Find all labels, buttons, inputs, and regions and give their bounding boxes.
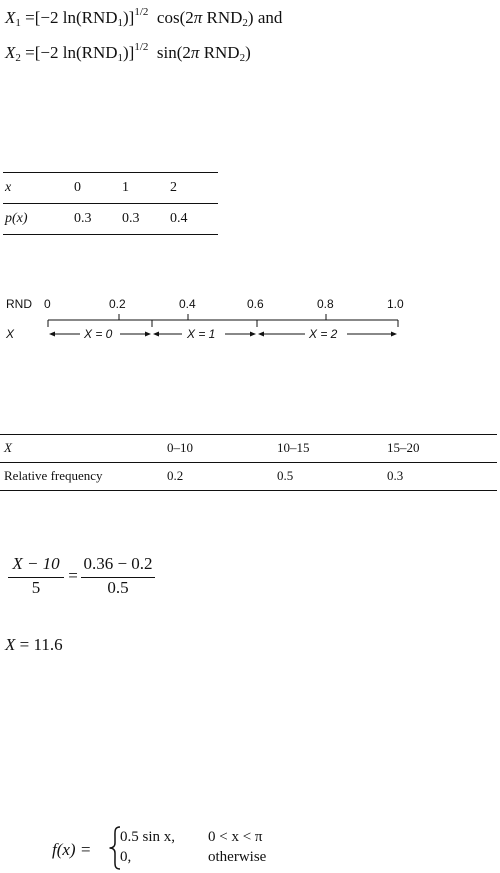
- prob-header-0: 0: [74, 180, 81, 195]
- tick-label-0-8: 0.8: [317, 297, 334, 311]
- segment-label-x0: X = 0: [84, 327, 113, 341]
- segment-label-x1: X = 1: [187, 327, 216, 341]
- prob-header-1: 1: [122, 180, 129, 195]
- interp-right-denominator: 0.5: [107, 578, 129, 597]
- number-line-axis: [0, 0, 500, 360]
- result-equation: [5, 635, 63, 655]
- tick-label-1-0: 1.0: [387, 297, 404, 311]
- prob-label-px: p(x): [5, 211, 28, 226]
- equation-x2: $X_2 =[-2$ $\ln(RND_1)]^{1/2}$ sin(2π $RND_2$): [5, 41, 251, 64]
- freq-table-top-rule: [0, 434, 497, 435]
- freq-header-15-20: 15–20: [387, 440, 420, 455]
- freq-value-15-20: 0.3: [387, 468, 404, 483]
- interp-right-numerator: 0.36 − 0.2: [83, 554, 153, 573]
- number-line-x-label: X: [6, 327, 15, 341]
- tick-label-0: 0: [44, 297, 51, 311]
- freq-header-0-10: 0–10: [167, 440, 193, 455]
- freq-header-10-15: 10–15: [277, 440, 310, 455]
- prob-header-2: 2: [170, 180, 177, 195]
- pdf-case1-expression: 0.5 sin x,: [120, 829, 176, 845]
- pdf-case2-condition: otherwise: [208, 849, 267, 865]
- interp-left-numerator: X − 10: [12, 554, 60, 573]
- freq-value-10-15: 0.5: [277, 468, 294, 483]
- freq-header-x: X: [4, 440, 12, 455]
- rnd-axis-label: RND: [6, 297, 32, 311]
- pdf-lhs: f(x) =: [52, 840, 92, 859]
- result-symbol: X: [5, 635, 16, 654]
- pdf-case2-expression: 0,: [120, 849, 132, 865]
- result-value: = 11.6: [15, 635, 63, 654]
- prob-header-x: x: [5, 180, 12, 195]
- freq-table-mid-rule: [0, 462, 497, 463]
- x1-symbol: X: [5, 8, 16, 27]
- prob-value-2: 0.4: [170, 211, 188, 226]
- tick-label-0-2: 0.2: [109, 297, 126, 311]
- freq-value-0-10: 0.2: [167, 468, 184, 483]
- interp-equals: =: [68, 566, 78, 585]
- segment-label-x2: X = 2: [309, 327, 338, 341]
- pdf-case1-condition: 0 < x < π: [208, 829, 263, 845]
- tick-label-0-4: 0.4: [179, 297, 196, 311]
- equation-x1: $X_1 =[-2$ $\ln(RND_1)]^{1/2}$ cos(2π $RND_2$) and: [5, 6, 283, 29]
- interp-left-denominator: 5: [31, 578, 41, 597]
- freq-row-label: Relative frequency: [4, 468, 103, 483]
- tick-label-0-6: 0.6: [247, 297, 264, 311]
- prob-value-1: 0.3: [122, 211, 140, 226]
- freq-table-bottom-rule: [0, 490, 497, 491]
- prob-value-0: 0.3: [74, 211, 92, 226]
- x2-symbol: X: [5, 43, 16, 62]
